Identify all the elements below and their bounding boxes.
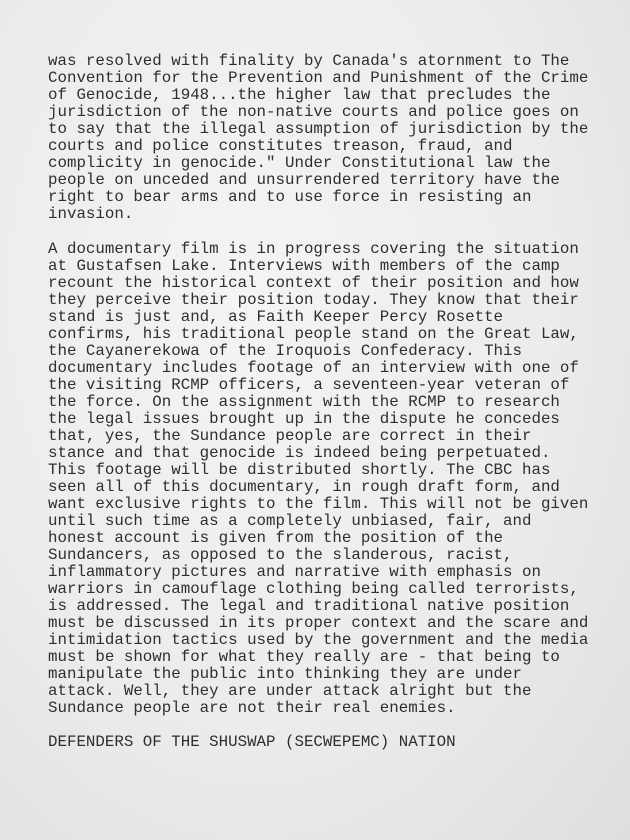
text-line: confirms, his traditional people stand on the Great Law, [48,324,579,343]
text-line: This footage will be distributed shortly. The CBC has [48,460,551,479]
text-line: the legal issues brought up in the dispute he concedes [48,409,560,428]
text-line: they perceive their position today. They know that their [48,290,579,309]
text-line: attack. Well, they are under attack alright but the [48,681,532,700]
text-line: stand is just and, as Faith Keeper Percy Rosette [48,307,504,326]
text-line: A documentary film is in progress covering the situation [48,239,579,258]
text-line: intimidation tactics used by the government and the media [48,630,589,649]
text-line: want exclusive rights to the film. This will not be given [48,494,589,513]
text-line: inflammatory pictures and narrative with emphasis on [48,562,541,581]
text-line: to say that the illegal assumption of jurisdiction by the [48,120,589,138]
text-line: at Gustafsen Lake. Interviews with members of the camp [48,256,560,275]
text-line: honest account is given from the position of the [48,528,504,547]
text-line: seen all of this documentary, in rough draft form, and [48,477,560,496]
text-line: stance and that genocide is indeed being perpetuated. [48,443,551,462]
paragraph [48,53,588,223]
text-line: recount the historical context of their position and how [48,273,579,292]
text-line: must be shown for what they really are - that being to [48,647,560,666]
text-line: must be discussed in its proper context and the scare and [48,613,589,632]
document-page [48,53,588,751]
text-line: is addressed. The legal and traditional native position [48,596,570,615]
text-line: Sundance people are not their real enemies. [48,698,456,717]
text-line: the visiting RCMP officers, a seventeen-year veteran of [48,375,570,394]
text-line: manipulate the public into thinking they are under [48,664,522,683]
text-line: Convention for the Prevention and Punishment of the Crime [48,69,589,87]
text-line: the force. On the assignment with the RCMP to research [48,392,560,411]
document-body [48,53,588,717]
text-line: of Genocide, 1948...the higher law that precludes the [48,86,551,104]
text-line: until such time as a completely unbiased, fair, and [48,511,532,530]
text-line: jurisdiction of the non-native courts and police goes on [48,103,579,121]
text-line: invasion. [48,205,134,223]
text-line: people on unceded and unsurrendered territory have the [48,171,560,189]
paragraph [48,241,588,717]
text-line: warriors in camouflage clothing being called terrorists, [48,579,579,598]
text-line: courts and police constitutes treason, fraud, and [48,137,513,155]
text-line: right to bear arms and to use force in resisting an [48,188,532,206]
text-line: was resolved with finality by Canada's atornment to The [48,52,570,70]
signature-line: DEFENDERS OF THE SHUSWAP (SECWEPEMC) NATION [48,733,456,751]
text-line: that, yes, the Sundance people are correct in their [48,426,532,445]
text-line: complicity in genocide." Under Constitutional law the [48,154,551,172]
text-line: Sundancers, as opposed to the slanderous, racist, [48,545,513,564]
text-line: the Cayanerekowa of the Iroquois Confederacy. This [48,341,522,360]
text-line: documentary includes footage of an interview with one of [48,358,579,377]
